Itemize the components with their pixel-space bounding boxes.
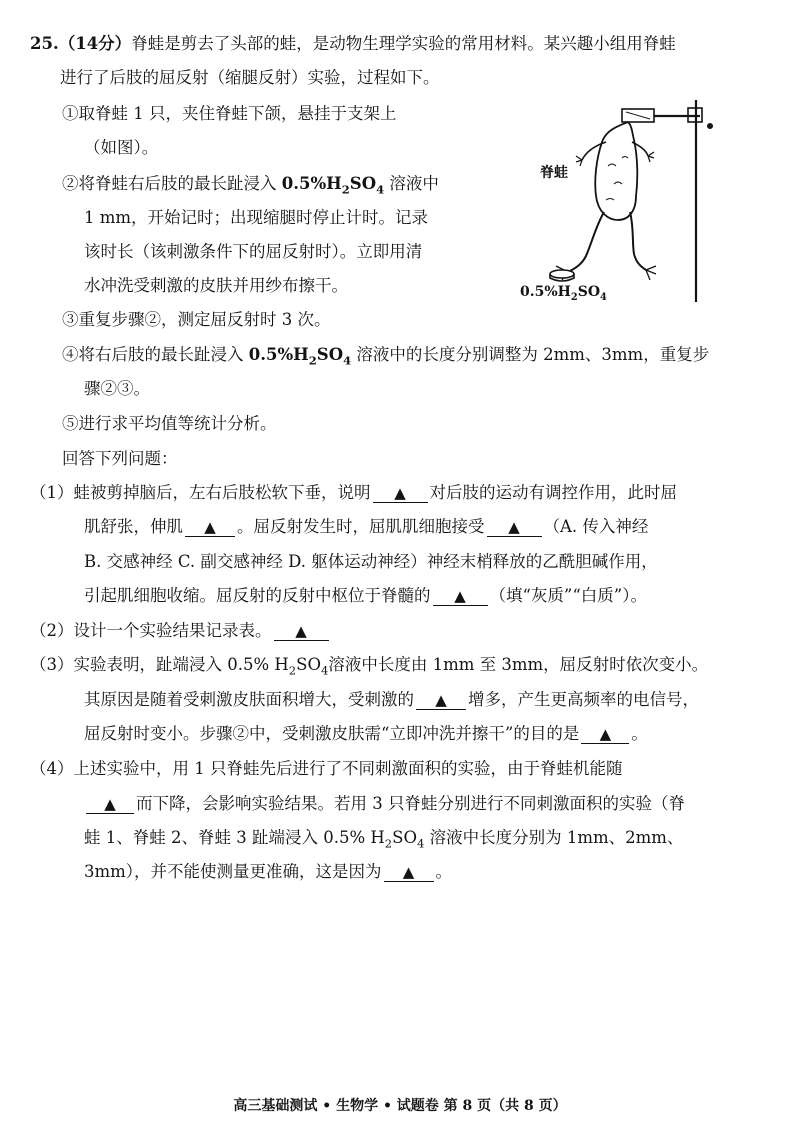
q3-line-1 — [30, 655, 708, 680]
q3-line-2 — [84, 690, 699, 710]
step-1-line-2: （如图）。 — [84, 138, 159, 157]
q4-line-2 — [84, 794, 685, 814]
stand-screw — [707, 123, 713, 129]
answer-blank[interactable]: ▲ — [86, 795, 134, 814]
q4-text-so: SO — [392, 828, 417, 847]
answer-blank[interactable]: ▲ — [185, 518, 235, 537]
step-2-tail: 溶液中 — [384, 174, 439, 193]
step-4-text: ④将右后肢的最长趾浸入 — [62, 345, 249, 364]
solution-so: SO — [316, 345, 344, 364]
q3-sub-4: 4 — [321, 663, 329, 678]
frog-body — [595, 122, 637, 220]
answer-blank[interactable]: ▲ — [416, 691, 466, 710]
q1-line-1 — [30, 483, 677, 503]
q3-text-a1: （3）实验表明，趾端浸入 0.5% H — [30, 655, 289, 674]
q2-text: （2）设计一个实验结果记录表。 — [30, 621, 272, 640]
solution-h: 0.5%H — [281, 174, 342, 193]
step-2-line-2: 1 mm，开始记时；出现缩腿时停止计时。记录 — [84, 208, 429, 227]
spinal-frog-figure — [510, 96, 735, 306]
q1-text-d2: （填“灰质”“白质”）。 — [489, 586, 647, 605]
q3-text-a5: 溶液中长度由 1mm 至 3mm，屈反射时依次变小。 — [328, 655, 709, 674]
step-2-line-4: 水冲洗受刺激的皮肤并用纱布擦干。 — [84, 276, 348, 295]
q1-line-2 — [84, 517, 648, 537]
question-score: （14分） — [58, 34, 132, 53]
answer-blank[interactable]: ▲ — [581, 725, 629, 744]
q4-line-1: （4）上述实验中，用 1 只脊蛙先后进行了不同刺激面积的实验，由于脊蛙机能随 — [30, 759, 623, 778]
step-4-line-1 — [62, 345, 709, 370]
q1-text-d1: 引起肌细胞收缩。屈反射的反射中枢位于脊髓的 — [84, 586, 431, 605]
intro-line-1: 脊蛙是剪去了头部的蛙，是动物生理学实验的常用材料。某兴趣小组用脊蛙 — [131, 34, 676, 53]
step-4-line-2: 骤②③。 — [84, 379, 150, 398]
frog-right-leg — [630, 212, 646, 270]
q1-line-3: B. 交感神经 C. 副交感神经 D. 躯体运动神经）神经末梢释放的乙酰胆碱作用， — [84, 552, 658, 571]
answer-blank[interactable]: ▲ — [433, 587, 488, 606]
q4-text-c1: 蛙 1、脊蛙 2、脊蛙 3 趾端浸入 0.5% H — [84, 828, 385, 847]
q1-line-4 — [84, 586, 647, 606]
label-sol-h: 0.5%H — [520, 284, 571, 300]
q4-line-3 — [84, 828, 683, 853]
q4-text-b1: 而下降，会影响实验结果。若用 3 只脊蛙分别进行不同刺激面积的实验（脊 — [136, 794, 685, 813]
q4-line-4 — [84, 862, 452, 882]
q3-text-b2: 增多，产生更高频率的电信号， — [468, 690, 699, 709]
answer-prompt: 回答下列问题： — [62, 449, 178, 468]
q1-text-a1: （1）蛙被剪掉脑后，左右后肢松软下垂，说明 — [30, 483, 371, 502]
figure-label-frog: 脊蛙 — [540, 165, 568, 181]
label-sol-so: SO — [577, 284, 601, 300]
solution-dish — [550, 270, 574, 278]
q3-sub-2: 2 — [288, 663, 297, 678]
q1-text-b3: （A. 传入神经 — [543, 517, 649, 536]
frog-apparatus-drawing — [510, 96, 735, 306]
answer-blank[interactable]: ▲ — [384, 863, 434, 882]
q3-text-b1: 其原因是随着受刺激皮肤面积增大，受刺激的 — [84, 690, 414, 709]
step-2-line-1 — [62, 174, 439, 199]
answer-blank[interactable]: ▲ — [373, 484, 428, 503]
label-sol-sub-4: 4 — [600, 291, 607, 303]
question-number: 25. — [30, 34, 59, 53]
solution-sub-2: 2 — [308, 353, 317, 368]
q4-sub-4: 4 — [416, 836, 425, 851]
q2-line-1 — [30, 621, 331, 641]
step-1-line-1: ①取脊蛙 1 只，夹住脊蛙下颌，悬挂于支架上 — [62, 104, 397, 123]
solution-sub-4: 4 — [343, 353, 352, 368]
step-4-solution — [248, 345, 352, 368]
q3-text-so: SO — [296, 655, 321, 674]
step-2-line-3: 该时长（该刺激条件下的屈反射时）。立即用清 — [84, 242, 423, 261]
q4-text-d1: 3mm），并不能使测量更准确，这是因为 — [84, 862, 382, 881]
step-5: ⑤进行求平均值等统计分析。 — [62, 414, 277, 433]
solution-sub-4: 4 — [376, 182, 385, 197]
question-header — [30, 34, 676, 54]
frog-left-leg — [568, 212, 604, 272]
intro-line-2: 进行了后肢的屈反射（缩腿反射）实验，过程如下。 — [60, 68, 440, 87]
frog-right-foot — [646, 266, 656, 280]
q1-text-b1: 肌舒张，伸肌 — [84, 517, 183, 536]
answer-blank[interactable]: ▲ — [274, 622, 329, 641]
figure-label-solution — [520, 284, 607, 303]
step-4-tail: 溶液中的长度分别调整为 2mm、3mm，重复步 — [351, 345, 710, 364]
solution-h: 0.5%H — [248, 345, 309, 364]
q3-line-3 — [84, 724, 648, 744]
step-2-text: ②将脊蛙右后肢的最长趾浸入 — [62, 174, 282, 193]
step-3: ③重复步骤②，测定屈反射时 3 次。 — [62, 310, 331, 329]
q4-sub-2: 2 — [384, 836, 393, 851]
q4-text-d2: 。 — [435, 862, 453, 881]
answer-blank[interactable]: ▲ — [487, 518, 542, 537]
solution-so: SO — [349, 174, 377, 193]
q1-text-a2: 对后肢的运动有调控作用，此时屈 — [429, 483, 677, 502]
solution-sub-2: 2 — [341, 182, 350, 197]
q1-text-b2: 。屈反射发生时，屈肌肌细胞接受 — [237, 517, 485, 536]
step-2-solution — [281, 174, 385, 197]
page-footer: 高三基础测试 • 生物学 • 试题卷 第 8 页（共 8 页） — [233, 1098, 567, 1114]
label-sol-sub-2: 2 — [570, 291, 578, 303]
q3-text-c1: 屈反射时变小。步骤②中，受刺激皮肤需“立即冲洗并擦干”的目的是 — [84, 724, 580, 743]
q4-text-c5: 溶液中长度分别为 1mm、2mm、 — [424, 828, 684, 847]
q3-text-c2: 。 — [631, 724, 648, 743]
